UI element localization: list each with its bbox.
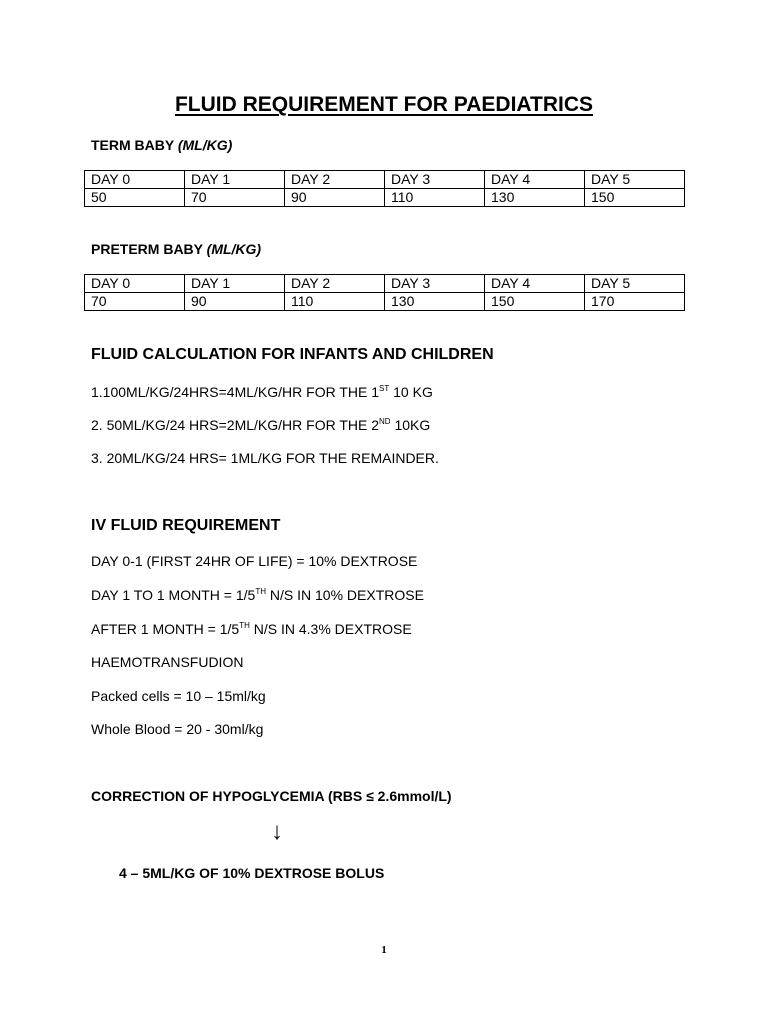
table-cell: DAY 3	[385, 171, 485, 189]
table-cell: DAY 0	[85, 171, 185, 189]
term-baby-label-text: TERM BABY	[91, 137, 178, 153]
table-cell: DAY 2	[285, 275, 385, 293]
table-cell: DAY 4	[485, 275, 585, 293]
iv-fluid-heading: IV FLUID REQUIREMENT	[91, 517, 281, 534]
calculation-line-1-end: 10 KG	[389, 384, 433, 400]
hypoglycemia-heading: CORRECTION OF HYPOGLYCEMIA (RBS ≤ 2.6mmol/L)	[91, 788, 452, 804]
table-cell: DAY 2	[285, 171, 385, 189]
table-cell: 50	[85, 189, 185, 207]
table-cell: 110	[285, 293, 385, 311]
table-row	[85, 189, 685, 207]
calculation-line-2	[91, 417, 430, 433]
calculation-line-2-end: 10KG	[390, 417, 431, 433]
dextrose-bolus-text: 4 – 5ML/KG OF 10% DEXTROSE BOLUS	[119, 865, 385, 881]
table-cell: 130	[485, 189, 585, 207]
table-cell: 90	[185, 293, 285, 311]
calculation-line-3: 3. 20ML/KG/24 HRS= 1ML/KG FOR THE REMAINDER.	[91, 450, 439, 466]
iv-line-3-text: AFTER 1 MONTH = 1/5	[91, 621, 240, 637]
term-baby-table	[84, 170, 685, 207]
table-cell: 150	[585, 189, 685, 207]
calculation-line-1-text: 1.100ML/KG/24HRS=4ML/KG/HR FOR THE 1	[91, 384, 380, 400]
table-cell: 170	[585, 293, 685, 311]
iv-line-2	[91, 587, 424, 603]
iv-line-3-end: N/S IN 4.3% DEXTROSE	[249, 621, 412, 637]
iv-line-4: HAEMOTRANSFUDION	[91, 654, 244, 670]
page-number: 1	[381, 944, 387, 956]
table-cell: 110	[385, 189, 485, 207]
superscript: TH	[239, 621, 250, 630]
iv-line-5: Packed cells = 10 – 15ml/kg	[91, 688, 266, 704]
term-baby-unit: (ML/KG)	[177, 137, 233, 153]
table-cell: DAY 1	[185, 171, 285, 189]
fluid-calculation-heading: FLUID CALCULATION FOR INFANTS AND CHILDREN	[91, 346, 494, 363]
iv-line-1: DAY 0-1 (FIRST 24HR OF LIFE) = 10% DEXTROSE	[91, 553, 418, 569]
iv-line-3	[91, 621, 412, 637]
table-cell: DAY 5	[585, 171, 685, 189]
table-row	[85, 275, 685, 293]
down-arrow-icon: ↓	[271, 818, 283, 845]
preterm-baby-table	[84, 274, 685, 311]
preterm-baby-label-text: PRETERM BABY	[91, 241, 207, 257]
term-baby-label	[91, 137, 232, 153]
table-cell: DAY 3	[385, 275, 485, 293]
superscript: ND	[379, 417, 391, 426]
table-cell: 90	[285, 189, 385, 207]
preterm-baby-label	[91, 241, 261, 257]
table-cell: DAY 5	[585, 275, 685, 293]
table-cell: DAY 1	[185, 275, 285, 293]
page-title: FLUID REQUIREMENT FOR PAEDIATRICS	[174, 93, 594, 116]
table-row	[85, 293, 685, 311]
table-cell: DAY 4	[485, 171, 585, 189]
preterm-baby-unit: (ML/KG)	[206, 241, 262, 257]
iv-line-2-end: N/S IN 10% DEXTROSE	[265, 587, 424, 603]
superscript: TH	[255, 587, 266, 596]
table-cell: 150	[485, 293, 585, 311]
calculation-line-2-text: 2. 50ML/KG/24 HRS=2ML/KG/HR FOR THE 2	[91, 417, 380, 433]
table-row	[85, 171, 685, 189]
table-cell: 70	[85, 293, 185, 311]
table-cell: 70	[185, 189, 285, 207]
iv-line-6: Whole Blood = 20 - 30ml/kg	[91, 721, 264, 737]
table-cell: DAY 0	[85, 275, 185, 293]
superscript: ST	[379, 384, 390, 393]
calculation-line-1	[91, 384, 433, 400]
table-cell: 130	[385, 293, 485, 311]
iv-line-2-text: DAY 1 TO 1 MONTH = 1/5	[91, 587, 256, 603]
